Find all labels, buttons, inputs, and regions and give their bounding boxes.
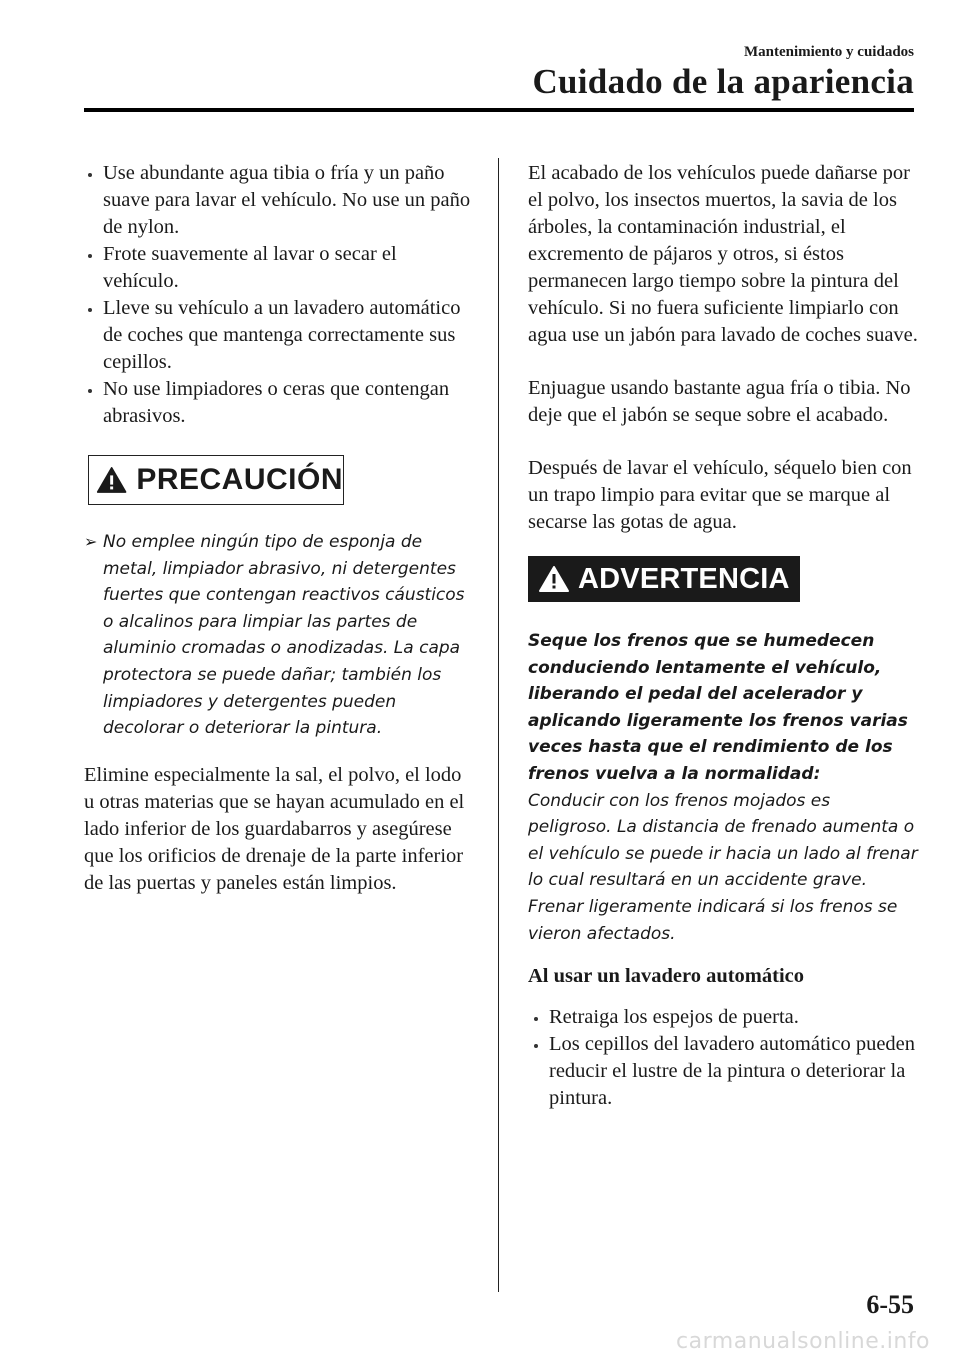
watermark: carmanualsonline.info <box>676 1329 930 1354</box>
warning-banner <box>528 556 800 602</box>
list-item <box>530 1031 918 1112</box>
list-item <box>84 241 476 295</box>
care-tips-list <box>84 160 476 430</box>
list-item-text: Use abundante agua tibia o fría y un paño suave para lavar el vehículo. No use un paño de nylon. <box>103 162 471 238</box>
list-item-text: Frote suavemente al lavar o secar el vehículo. <box>103 243 397 292</box>
warning-label: ADVERTENCIA <box>578 562 790 595</box>
column-divider <box>498 158 499 1292</box>
left-column <box>84 160 476 897</box>
right-column <box>528 160 918 1112</box>
page-number: 6-55 <box>866 1290 914 1319</box>
section-title: Mantenimiento y cuidados <box>743 44 914 60</box>
arrow-right-icon: ➢ <box>84 532 98 551</box>
list-item-text: Lleve su vehículo a un lavadero automático de coches que mantenga correctamente sus cepillos. <box>103 297 461 373</box>
bullet-icon <box>88 254 92 258</box>
list-item <box>84 376 476 430</box>
warning-body-text: Conducir con los frenos mojados es peligroso. La distancia de frenado aumenta o el vehículo se puede ir hacia un lado al frenar lo cual resultará en un accidente grave. Frenar ligeramente indicará si los frenos se vieron afectados. <box>528 790 918 944</box>
subsection-heading: Al usar un lavadero automático <box>528 965 805 988</box>
body-paragraph: Elimine especialmente la sal, el polvo, el lodo u otras materias que se hayan acumulado en el lado inferior de los guardabarros y asegúrese que los orificios de drenaje de la parte inferior de las puertas y paneles están limpios. <box>84 763 465 894</box>
header-rule <box>84 108 914 112</box>
list-item <box>530 1004 918 1031</box>
caution-note <box>84 529 476 742</box>
bullet-icon <box>88 173 92 177</box>
body-paragraph: El acabado de los vehículos puede dañarse por el polvo, los insectos muertos, la savia de los árboles, la contaminación industrial, el excremento de pájaros y otros, si éstos permanecen largo tiempo sobre la pintura del vehículo. Si no fuera suficiente limpiarlo con agua use un jabón para lavado de coches suave. <box>528 162 918 346</box>
list-item-text: Retraiga los espejos de puerta. <box>549 1006 799 1029</box>
list-item <box>84 295 476 376</box>
list-item <box>84 160 476 241</box>
page-title: Cuidado de la apariencia <box>532 62 914 101</box>
bullet-icon <box>534 1017 538 1021</box>
caution-label: PRECAUCIÓN <box>136 463 343 496</box>
list-item-text: No use limpiadores o ceras que contengan abrasivos. <box>103 378 450 427</box>
car-wash-list <box>530 1004 918 1112</box>
bullet-icon <box>88 308 92 312</box>
bullet-icon <box>534 1044 538 1048</box>
body-paragraph: Enjuague usando bastante agua fría o tibia. No deje que el jabón se seque sobre el acabado. <box>528 377 911 426</box>
warning-triangle-icon <box>96 465 127 495</box>
warning-bold-text: Seque los frenos que se humedecen conduciendo lentamente el vehículo, liberando el pedal del acelerador y aplicando ligeramente los frenos varias veces hasta que el rendimiento de los frenos vuelva a la normalidad: <box>528 631 908 784</box>
list-item-text: Los cepillos del lavadero automático pueden reducir el lustre de la pintura o deteriorar la pintura. <box>549 1033 916 1110</box>
body-paragraph: Después de lavar el vehículo, séquelo bien con un trapo limpio para evitar que se marque al secarse las gotas de agua. <box>528 457 912 533</box>
caution-note-text: No emplee ningún tipo de esponja de metal, limpiador abrasivo, ni detergentes fuertes que contengan reactivos cáusticos o alcalinos para limpiar las partes de aluminio cromadas o anodizadas. La capa protectora se puede dañar; también los limpiadores y detergentes pueden decolorar o deteriorar la pintura. <box>103 532 465 739</box>
bullet-icon <box>88 389 92 393</box>
caution-banner <box>88 455 344 505</box>
warning-triangle-icon <box>538 565 570 593</box>
